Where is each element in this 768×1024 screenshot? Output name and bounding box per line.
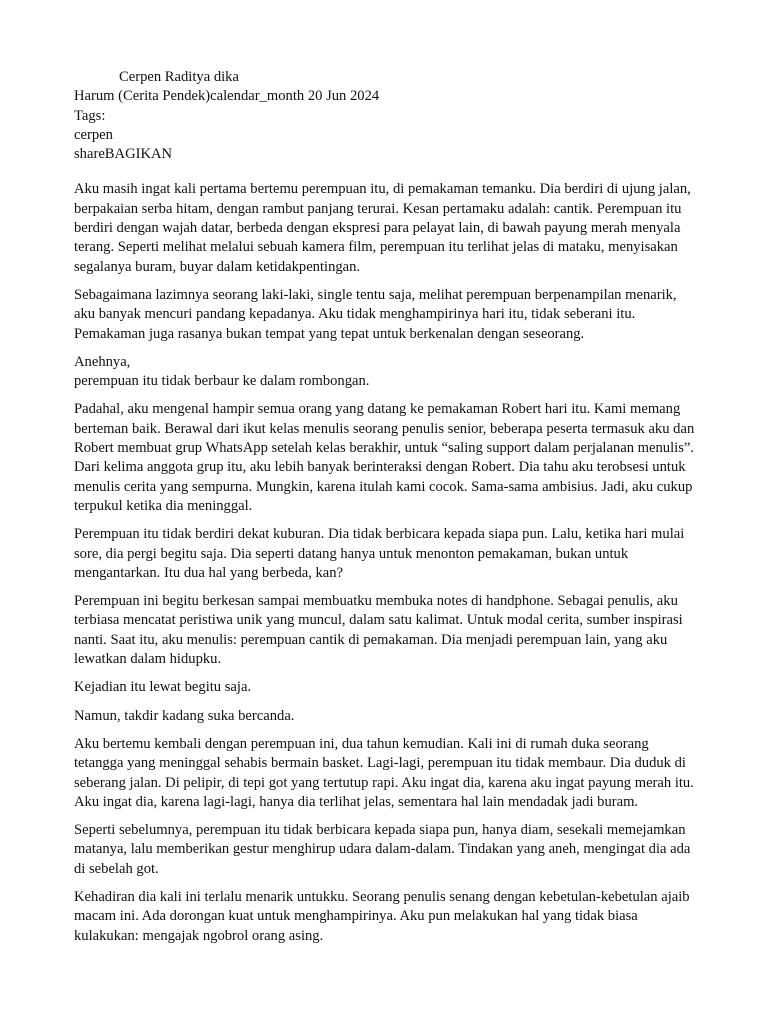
paragraph: Aku masih ingat kali pertama bertemu perempuan itu, di pemakaman temanku. Dia berdiri di ujung jalan, berpakaian serba hitam, dengan rambut panjang terurai. Kesan pertamaku adalah: cantik. Perempuan itu berdiri dengan wajah datar, berbeda dengan ekspresi para pelayat lain, di bawah payung merah menyala terang. Seperti melihat melalui sebuah kamera film, perempuan itu terlihat jelas di mataku, menyisakan segalanya buram, buyar dalam ketidakpentingan. — [74, 181, 691, 275]
post-meta — [74, 87, 698, 106]
paragraph: Aku bertemu kembali dengan perempuan ini, dua tahun kemudian. Kali ini di rumah duka seorang tetangga yang meninggal sehabis bermain basket. Lagi-lagi, perempuan itu tidak membaur. Dia duduk di seberang jalan. Di pelipir, di tepi got yang tertutup rapi. Aku ingat dia, karena aku ingat payung merah itu. Aku ingat dia, karena lagi-lagi, hanya dia terlihat jelas, sementara hal lain mendadak jadi buram. — [74, 735, 694, 810]
paragraph: Perempuan itu tidak berdiri dekat kuburan. Dia tidak berbicara kepada siapa pun. Lalu, ketika hari mulai sore, dia pergi begitu saja. Dia seperti datang hanya untuk menonton pemakaman, bukan untuk mengantarkan. Itu dua hal yang berbeda, kan? — [74, 526, 685, 581]
paragraph: Perempuan ini begitu berkesan sampai membuatku membuka notes di handphone. Sebagai penulis, aku terbiasa mencatat peristiwa unik yang muncul, dalam satu kalimat. Untuk modal cerita, sumber inspirasi nanti. Saat itu, aku menulis: perempuan cantik di pemakaman. Dia menjadi perempuan lain, yang aku lewatkan dalam hidupku. — [74, 593, 683, 668]
article-body — [74, 180, 698, 945]
paragraph: Kejadian itu lewat begitu saja. — [74, 679, 252, 696]
tag-link-cerpen[interactable]: cerpen — [74, 126, 113, 143]
paragraph-line: perempuan itu tidak berbaur ke dalam rombongan. — [74, 373, 370, 390]
tags-label: Tags: — [74, 107, 106, 124]
paragraph: Kehadiran dia kali ini terlalu menarik untukku. Seorang penulis senang dengan kebetulan-kebetulan ajaib macam ini. Ada dorongan kuat untuk menghampirinya. Aku pun melakukan hal yang tidak biasa kulakukan: mengajak ngobrol orang asing. — [74, 888, 690, 944]
paragraph: Seperti sebelumnya, perempuan itu tidak berbicara kepada siapa pun, hanya diam, sesekali memejamkan matanya, lalu memberikan gestur menghirup udara dalam-dalam. Tindakan yang aneh, mengingat dia ada di sebelah got. — [74, 822, 691, 877]
share-label: BAGIKAN — [104, 146, 173, 163]
post-date: 20 Jun 2024 — [304, 88, 380, 105]
calendar-icon: calendar_month — [210, 88, 305, 105]
share-icon: share — [74, 146, 105, 163]
paragraph: Sebagaimana lazimnya seorang laki-laki, single tentu saja, melihat perempuan berpenampilan menarik, aku banyak mencuri pandang kepadanya. Aku tidak menghampirinya hari itu, tidak seberani itu. Pemakaman juga rasanya bukan tempat yang tepat untuk berkenalan dengan seseorang. — [74, 286, 677, 342]
paragraph: Padahal, aku mengenal hampir semua orang yang datang ke pemakaman Robert hari itu. Kami memang berteman baik. Berawal dari ikut kelas menulis seorang penulis senior, beberapa peserta termasuk aku dan Robert membuat grup WhatsApp setelah kelas berakhir, untuk “saling support dalam perjalanan menulis”. Dari kelima anggota grup itu, aku lebih banyak berinteraksi dengan Robert. Dia tahu aku terobsesi untuk menulis cerita yang sempurna. Mungkin, karena itulah kami cocok. Sama-sama ambisius. Jadi, aku cukup terpukul ketika dia meninggal. — [74, 401, 695, 514]
paragraph-line: Anehnya, — [74, 353, 131, 370]
paragraph — [74, 353, 698, 392]
share-row — [74, 145, 698, 164]
share-button[interactable] — [74, 146, 172, 162]
category-link[interactable]: Harum (Cerita Pendek) — [74, 88, 211, 105]
page-title: Cerpen Raditya dika — [119, 69, 239, 85]
article-page — [74, 68, 698, 955]
paragraph: Namun, takdir kadang suka bercanda. — [74, 707, 295, 724]
